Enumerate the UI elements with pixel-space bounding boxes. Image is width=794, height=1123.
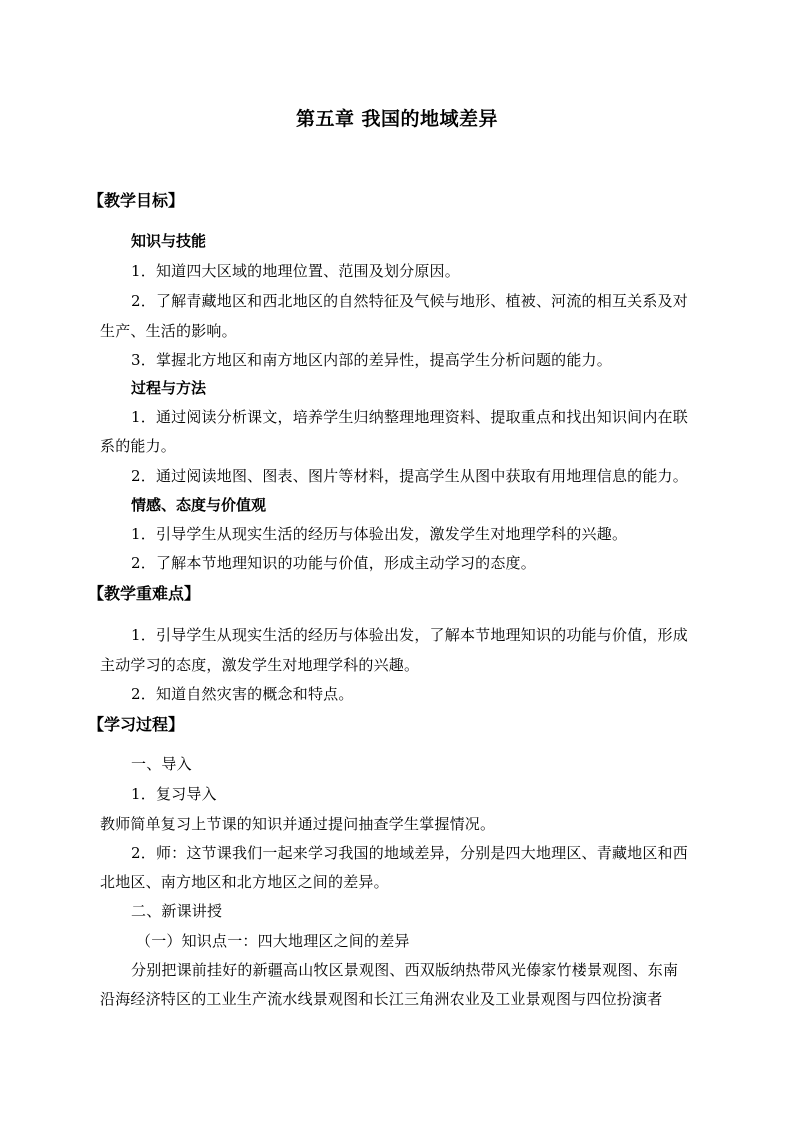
paragraph-line: 教师简单复习上节课的知识并通过提问抽查学生掌握情况。 — [100, 815, 496, 833]
paragraph-line: 1．引导学生从现实生活的经历与体验出发，激发学生对地理学科的兴趣。 — [131, 525, 628, 543]
paragraph-line: 1．复习导入 — [131, 785, 217, 803]
paragraph-line: 主动学习的态度，激发学生对地理学科的兴趣。 — [100, 656, 420, 674]
paragraph-line: 系的能力。 — [100, 437, 177, 455]
paragraph-line: 3．掌握北方地区和南方地区内部的差异性，提高学生分析问题的能力。 — [131, 351, 612, 369]
paragraph-line: 北地区、南方地区和北方地区之间的差异。 — [100, 873, 389, 891]
paragraph-line: 2．了解青藏地区和西北地区的自然特征及气候与地形、植被、河流的相互关系及对 — [131, 292, 688, 310]
subheading-emotion-attitude-values: 情感、态度与价值观 — [131, 496, 267, 514]
paragraph-line: 沿海经济特区的工业生产流水线景观图和长江三角洲农业及工业景观图与四位扮演者 — [100, 990, 663, 1008]
paragraph-line: 一、导入 — [131, 755, 192, 773]
paragraph-line: 1．知道四大区域的地理位置、范围及划分原因。 — [131, 262, 460, 280]
paragraph-line: 2．知道自然灾害的概念和特点。 — [131, 685, 354, 703]
section-heading-learning-process: 【学习过程】 — [88, 715, 185, 734]
paragraph-line: 2．师：这节课我们一起来学习我国的地域差异，分别是四大地理区、青藏地区和西 — [131, 844, 688, 862]
section-heading-key-points: 【教学重难点】 — [88, 584, 201, 603]
paragraph-line: 2．通过阅读地图、图表、图片等材料，提高学生从图中获取有用地理信息的能力。 — [131, 467, 688, 485]
paragraph-line: 1．引导学生从现实生活的经历与体验出发，了解本节地理知识的功能与价值，形成 — [131, 626, 688, 644]
paragraph-line: 分别把课前挂好的新疆高山牧区景观图、西双版纳热带风光傣家竹楼景观图、东南 — [131, 961, 679, 979]
paragraph-line: 1．通过阅读分析课文，培养学生归纳整理地理资料、提取重点和找出知识间内在联 — [131, 408, 688, 426]
paragraph-line: 2．了解本节地理知识的功能与价值，形成主动学习的态度。 — [131, 554, 536, 572]
subheading-process-methods: 过程与方法 — [131, 379, 207, 397]
paragraph-line: 二、新课讲授 — [131, 902, 223, 920]
paragraph-line: （一）知识点一：四大地理区之间的差异 — [136, 932, 410, 950]
paragraph-line: 生产、生活的影响。 — [100, 322, 237, 340]
document-title: 第五章 我国的地域差异 — [295, 108, 499, 130]
section-heading-objectives: 【教学目标】 — [88, 191, 185, 210]
subheading-knowledge-skills: 知识与技能 — [131, 232, 207, 250]
